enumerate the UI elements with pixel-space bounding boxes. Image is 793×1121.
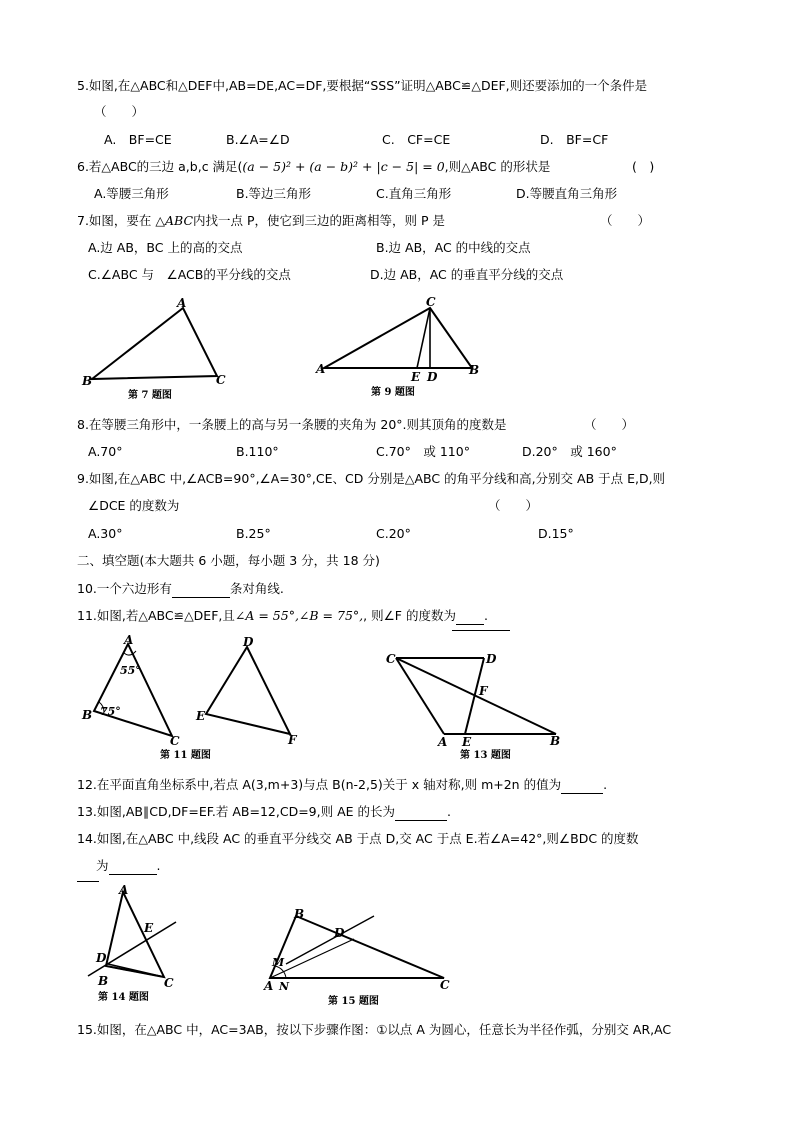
q14-text-b: 为 (96, 858, 109, 873)
figure-15 (262, 908, 462, 1008)
fig13-label-b: B (550, 734, 561, 748)
q14-stem: 14.如图,在△ABC 中,线段 AC 的垂直平分线交 AB 于点 D,交 AC 于点 E.若∠A=42°,则∠BDC 的度数 (77, 831, 639, 846)
fig14-label-c: C (164, 976, 174, 990)
section-heading: 二、填空题(本大题共 6 小题，每小题 3 分，共 18 分) (77, 553, 380, 568)
q8-answer-paren: （ ） (584, 417, 635, 432)
q11-answer-blank[interactable] (456, 608, 484, 625)
fig9-label-c: C (426, 295, 436, 309)
q12-stem (77, 777, 607, 794)
fig9-caption: 第 9 题图 (371, 387, 415, 398)
q9-option-a: A.30° (88, 526, 123, 541)
q5-option-b: B.∠A=∠D (226, 132, 290, 147)
q8-option-d: D.20° 或 160° (522, 444, 617, 459)
q5-answer-paren: （ ） (94, 104, 145, 119)
q10-answer-blank[interactable] (172, 581, 230, 598)
q7-option-b: B.边 AB，AC 的中线的交点 (376, 240, 531, 255)
figure-9 (316, 294, 486, 404)
fig15-label-c: C (440, 978, 450, 992)
q14-stem-line2 (96, 858, 161, 875)
fig11-label-f: F (288, 733, 297, 747)
q7-math: △ABC (155, 213, 194, 228)
q6-option-b: B.等边三角形 (236, 186, 312, 201)
fig7-label-c: C (216, 373, 226, 387)
fig15-label-b: B (294, 907, 305, 921)
fig7-label-b: B (82, 374, 93, 388)
fig13-label-c: C (386, 652, 396, 666)
fig7-caption: 第 7 题图 (128, 390, 172, 401)
fig15-label-n: N (279, 980, 290, 993)
q6-prefix: 6.若△ABC的三边 a,b,c 满足( (77, 159, 243, 174)
fig15-label-a: A (264, 979, 274, 993)
fig13-label-d: D (486, 652, 497, 666)
q7-answer-paren: （ ） (600, 213, 651, 228)
q12-text-b: . (603, 777, 608, 792)
q8-option-b: B.110° (236, 444, 279, 459)
q6-suffix: ,则△ABC 的形状是 (444, 159, 551, 174)
q8-option-a: A.70° (88, 444, 123, 459)
fig9-label-d: D (427, 370, 438, 384)
q11-stem (77, 608, 488, 625)
q12-answer-blank[interactable] (561, 777, 603, 794)
q11-text-b: , 则∠F 的度数为 (363, 608, 456, 623)
fig9-label-e: E (411, 370, 421, 384)
fig14-label-d: D (96, 951, 107, 965)
q13-stem (77, 804, 451, 821)
q10-text-a: 10.一个六边形有 (77, 581, 172, 596)
q6-math: (a − 5)² + (a − b)² + |c − 5| = 0 (242, 159, 445, 174)
q7-prefix: 7.如图，要在 (77, 213, 152, 228)
fig11-label-e: E (196, 709, 206, 723)
fig11-angle-a: 55° (120, 664, 141, 677)
figure-13 (384, 646, 574, 766)
q8-stem: 8.在等腰三角形中，一条腰上的高与另一条腰的夹角为 20°.则其顶角的度数是 (77, 417, 507, 432)
q13-answer-blank[interactable] (395, 804, 447, 821)
fig11-label-c: C (170, 734, 180, 748)
q13-text-a: 13.如图,AB∥CD,DF=EF.若 AB=12,CD=9,则 AE 的长为 (77, 804, 395, 819)
q5-stem: 5.如图,在△ABC和△DEF中,AB=DE,AC=DF,要根据“SSS”证明△ABC≌△DEF,则还要添加的一个条件是 (77, 78, 648, 93)
q6-option-c: C.直角三角形 (376, 186, 452, 201)
fig15-label-d: D (334, 926, 345, 940)
fig11-label-b: B (82, 708, 93, 722)
fig14-label-a: A (119, 883, 129, 897)
q13-text-b: . (447, 804, 451, 819)
q14-answer-blank[interactable] (109, 858, 157, 875)
fig11-angle-b: 75° (100, 705, 121, 718)
q5-option-d: D. BF=CF (540, 132, 609, 147)
fig9-label-a: A (316, 362, 326, 376)
fig15-caption: 第 15 题图 (328, 996, 379, 1007)
fig14-label-b: B (98, 974, 109, 988)
fig13-label-a: A (438, 735, 448, 749)
q11-underline (452, 630, 510, 631)
q6-answer-paren: ( ) (632, 159, 655, 174)
figure-14 (88, 884, 198, 1012)
q10-text-b: 条对角线. (229, 581, 284, 596)
q11-text-c: . (483, 608, 488, 623)
q9-option-d: D.15° (538, 526, 574, 541)
fig7-label-a: A (177, 296, 187, 310)
fig14-label-e: E (144, 921, 154, 935)
q9-answer-paren: （ ） (488, 498, 539, 513)
q9-stem: 9.如图,在△ABC 中,∠ACB=90°,∠A=30°,CE、CD 分别是△ABC 的角平分线和高,分别交 AB 于点 E,D,则 (77, 471, 666, 486)
fig11-label-d: D (243, 635, 254, 649)
q11-math: ∠A = 55°,∠B = 75°, (234, 608, 364, 623)
figure-7 (80, 296, 240, 406)
q6-stem (77, 159, 550, 175)
q10-stem (77, 581, 284, 598)
q12-text-a: 12.在平面直角坐标系中,若点 A(3,m+3)与点 B(n-2,5)关于 x 轴对称,则 m+2n 的值为 (77, 777, 562, 792)
q9-option-c: C.20° (376, 526, 411, 541)
q8-option-c: C.70° 或 110° (376, 444, 470, 459)
q7-option-d: D.边 AB，AC 的垂直平分线的交点 (370, 267, 564, 282)
fig11-label-a: A (124, 633, 134, 647)
fig15-label-m: M (272, 956, 285, 969)
fig9-label-b: B (469, 363, 480, 377)
q11-text-a: 11.如图,若△ABC≌△DEF,且 (77, 608, 235, 623)
q14-text-c: . (156, 858, 161, 873)
q7-option-a: A.边 AB，BC 上的高的交点 (88, 240, 243, 255)
fig14-caption: 第 14 题图 (98, 992, 149, 1003)
fig13-caption: 第 13 题图 (460, 750, 511, 761)
q14-stray-underline (77, 881, 99, 882)
q7-option-c: C.∠ABC 与 ∠ACB的平分线的交点 (88, 267, 291, 282)
figure-11 (80, 634, 310, 766)
fig13-label-e: E (462, 735, 472, 749)
q6-option-d: D.等腰直角三角形 (516, 186, 618, 201)
q9-stem-line2: ∠DCE 的度数为 (88, 498, 180, 513)
q9-option-b: B.25° (236, 526, 271, 541)
q15-stem: 15.如图，在△ABC 中，AC=3AB，按以下步骤作图：①以点 A 为圆心，任意长为半径作弧，分别交 AR,AC (77, 1022, 672, 1037)
q7-stem (77, 213, 445, 229)
q6-option-a: A.等腰三角形 (94, 186, 169, 201)
fig11-caption: 第 11 题图 (160, 750, 211, 761)
q5-option-a: A. BF=CE (104, 132, 172, 147)
q5-option-c: C. CF=CE (382, 132, 451, 147)
q7-suffix: 内找一点 P，使它到三边的距离相等，则 P 是 (193, 213, 446, 228)
fig13-label-f: F (479, 684, 488, 698)
